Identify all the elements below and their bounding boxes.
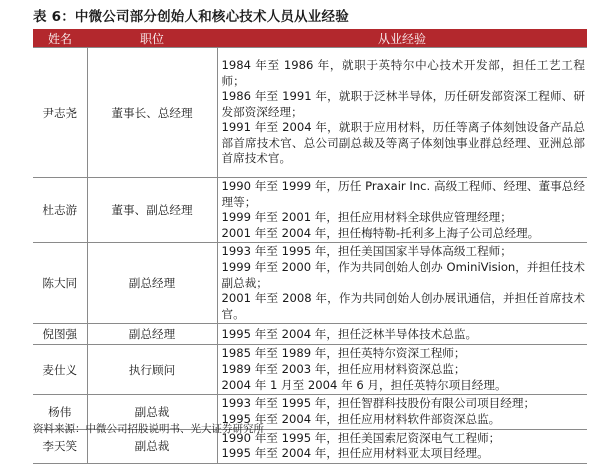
person-position: 董事、副总经理 — [87, 178, 217, 243]
experience-line: 1999 年至 2000 年，作为共同创始人创办 OminiVision，并担任技术副总裁； — [221, 259, 586, 290]
source-note: 资料来源：中微公司招股说明书、光大证券研究所 — [33, 423, 264, 435]
header-experience: 从业经验 — [217, 29, 587, 48]
experience-line: 1993 年至 1995 年，担任智群科技股份有限公司项目经理； — [221, 396, 536, 411]
experience-line: 2001 年至 2008 年，作为共同创始人创办展讯通信，并担任首席技术官。 — [221, 291, 585, 321]
person-name: 杨伟 — [33, 395, 87, 429]
experience-line: 1989 年至 2003 年，担任应用材料资深总监； — [221, 362, 466, 377]
experience-line: 1999 年至 2001 年，担任应用材料全球供应管理经理； — [221, 210, 512, 225]
experience-line: 1984 年至 1986 年，就职于英特尔中心技术开发部，担任工艺工程师； — [221, 57, 585, 88]
person-name: 麦仕义 — [33, 345, 87, 395]
person-name: 李天笑 — [33, 429, 87, 463]
experience-line: 1995 年至 2004 年，担任应用材料软件部资深总监。 — [221, 411, 501, 426]
experience-line: 1986 年至 1991 年，就职于泛林半导体，历任研发部资深工程师、研发部资深经理； — [221, 89, 585, 119]
experience-line: 2004 年 1 月至 2004 年 6 月，担任英特尔项目经理。 — [221, 377, 507, 392]
table-row — [33, 324, 587, 345]
table-row — [33, 48, 587, 178]
table-header-row — [33, 29, 587, 48]
header-position: 职位 — [87, 29, 217, 48]
experience-line: 1991 年至 2004 年，就职于应用材料，历任等离子体刻蚀设备产品总部首席技术官、总公司副总裁及等离子体刻蚀事业群总经理、亚洲总部首席技术官。 — [221, 120, 585, 166]
person-name: 尹志尧 — [33, 48, 87, 178]
experience-line: 1995 年至 2004 年，担任泛林半导体技术总监。 — [221, 326, 478, 341]
person-position: 副总裁 — [87, 429, 217, 463]
experience-line: 1985 年至 1989 年，担任英特尔资深工程师； — [221, 346, 466, 361]
person-experience — [217, 429, 587, 463]
table-row — [33, 178, 587, 243]
header-name: 姓名 — [33, 29, 87, 48]
person-position: 副总裁 — [87, 395, 217, 429]
person-position: 董事长、总经理 — [87, 48, 217, 178]
person-name: 陈大同 — [33, 243, 87, 324]
person-name: 倪图强 — [33, 324, 87, 345]
experience-line: 1990 年至 1995 年，担任美国索尼资深电气工程师； — [221, 430, 501, 445]
person-position: 副总经理 — [87, 243, 217, 324]
person-experience — [217, 395, 587, 429]
person-experience — [217, 345, 587, 395]
person-experience — [217, 178, 587, 243]
experience-line: 1990 年至 1999 年，历任 Praxair Inc. 高级工程师、经理、董事总经理等； — [221, 179, 585, 209]
person-experience — [217, 48, 587, 178]
person-experience — [217, 324, 587, 345]
person-experience — [217, 243, 587, 324]
table-title: 表 6：中微公司部分创始人和核心技术人员从业经验 — [33, 9, 349, 25]
person-name: 杜志游 — [33, 178, 87, 243]
person-position: 执行顾问 — [87, 345, 217, 395]
experience-line: 1993 年至 1995 年，担任美国国家半导体高级工程师； — [221, 244, 512, 259]
table-row — [33, 243, 587, 324]
experience-table — [33, 29, 587, 464]
experience-line: 1995 年至 2004 年，担任应用材料亚太项目经理。 — [221, 446, 489, 461]
person-position: 副总经理 — [87, 324, 217, 345]
experience-line: 2001 年至 2004 年，担任梅特勒-托利多上海子公司总经理。 — [221, 225, 540, 240]
table-row — [33, 345, 587, 395]
